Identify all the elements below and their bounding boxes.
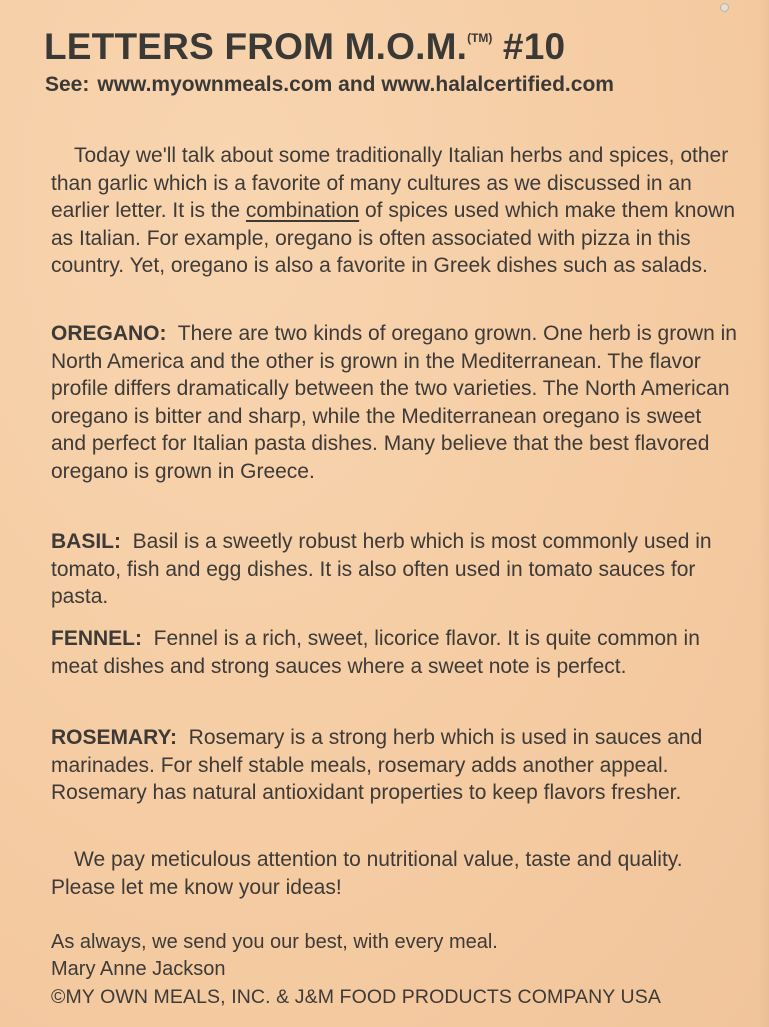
oregano-heading: OREGANO: (51, 322, 167, 345)
rosemary-text: Rosemary is a strong herb which is used in sauces and marinades. For shelf stable meals, rosemary adds another appeal. Rosemary has natural antioxidant properties to keep flavors fresher. (51, 726, 703, 804)
basil-paragraph (51, 528, 741, 611)
signoff-line: As always, we send you our best, with every meal. (51, 931, 498, 953)
intro-text-end: of spices used which make them known as Italian. For example, oregano is often associated with pizza in this country. Yet, oregano is also a favorite in Greek dishes such as salads. (51, 199, 736, 277)
fennel-heading: FENNEL: (51, 627, 142, 650)
signer-name: Mary Anne Jackson (51, 958, 226, 980)
fennel-paragraph (51, 625, 741, 680)
see-links-line (45, 72, 614, 98)
pin-hole-icon (720, 3, 729, 12)
oregano-paragraph (51, 320, 741, 485)
copyright-line: ©MY OWN MEALS, INC. & J&M FOOD PRODUCTS COMPANY USA (51, 986, 661, 1008)
title-text: LETTERS FROM M.O.M. (44, 26, 468, 67)
closing-paragraph: We pay meticulous attention to nutritional value, taste and quality. Please let me know your ideas! (51, 848, 683, 899)
rosemary-heading: ROSEMARY: (51, 726, 177, 749)
intro-underlined-word: combination (245, 199, 360, 222)
page-title (44, 16, 565, 69)
see-label: See: (45, 73, 90, 96)
oregano-text: There are two kinds of oregano grown. One herb is grown in North America and the other is grown in the Mediterranean. The flavor profile differs dramatically between the two varieties. The North American oregano is bitter and sharp, while the Mediterranean oregano is sweet and perfect for Italian pasta dishes. Many believe that the best flavored oregano is grown in Greece. (51, 322, 737, 483)
edge-shadow (759, 0, 769, 1027)
rosemary-paragraph (51, 724, 741, 807)
fennel-text: Fennel is a rich, sweet, licorice flavor. It is quite common in meat dishes and strong sauces where a sweet note is perfect. (51, 627, 700, 678)
intro-text-start: Today we'll talk about some traditionally Italian herbs and spices, other than garlic which is a favorite of many cultures as we discussed in an earlier letter. It is the (51, 144, 729, 222)
letter-number: #10 (502, 26, 566, 67)
trademark-mark: (TM) (467, 31, 493, 45)
intro-paragraph (51, 142, 741, 280)
basil-heading: BASIL: (51, 530, 121, 553)
basil-text: Basil is a sweetly robust herb which is most commonly used in tomato, fish and egg dishes. It is also often used in tomato sauces for pasta. (51, 530, 712, 608)
website-links: www.myownmeals.com and www.halalcertified.com (97, 73, 614, 96)
